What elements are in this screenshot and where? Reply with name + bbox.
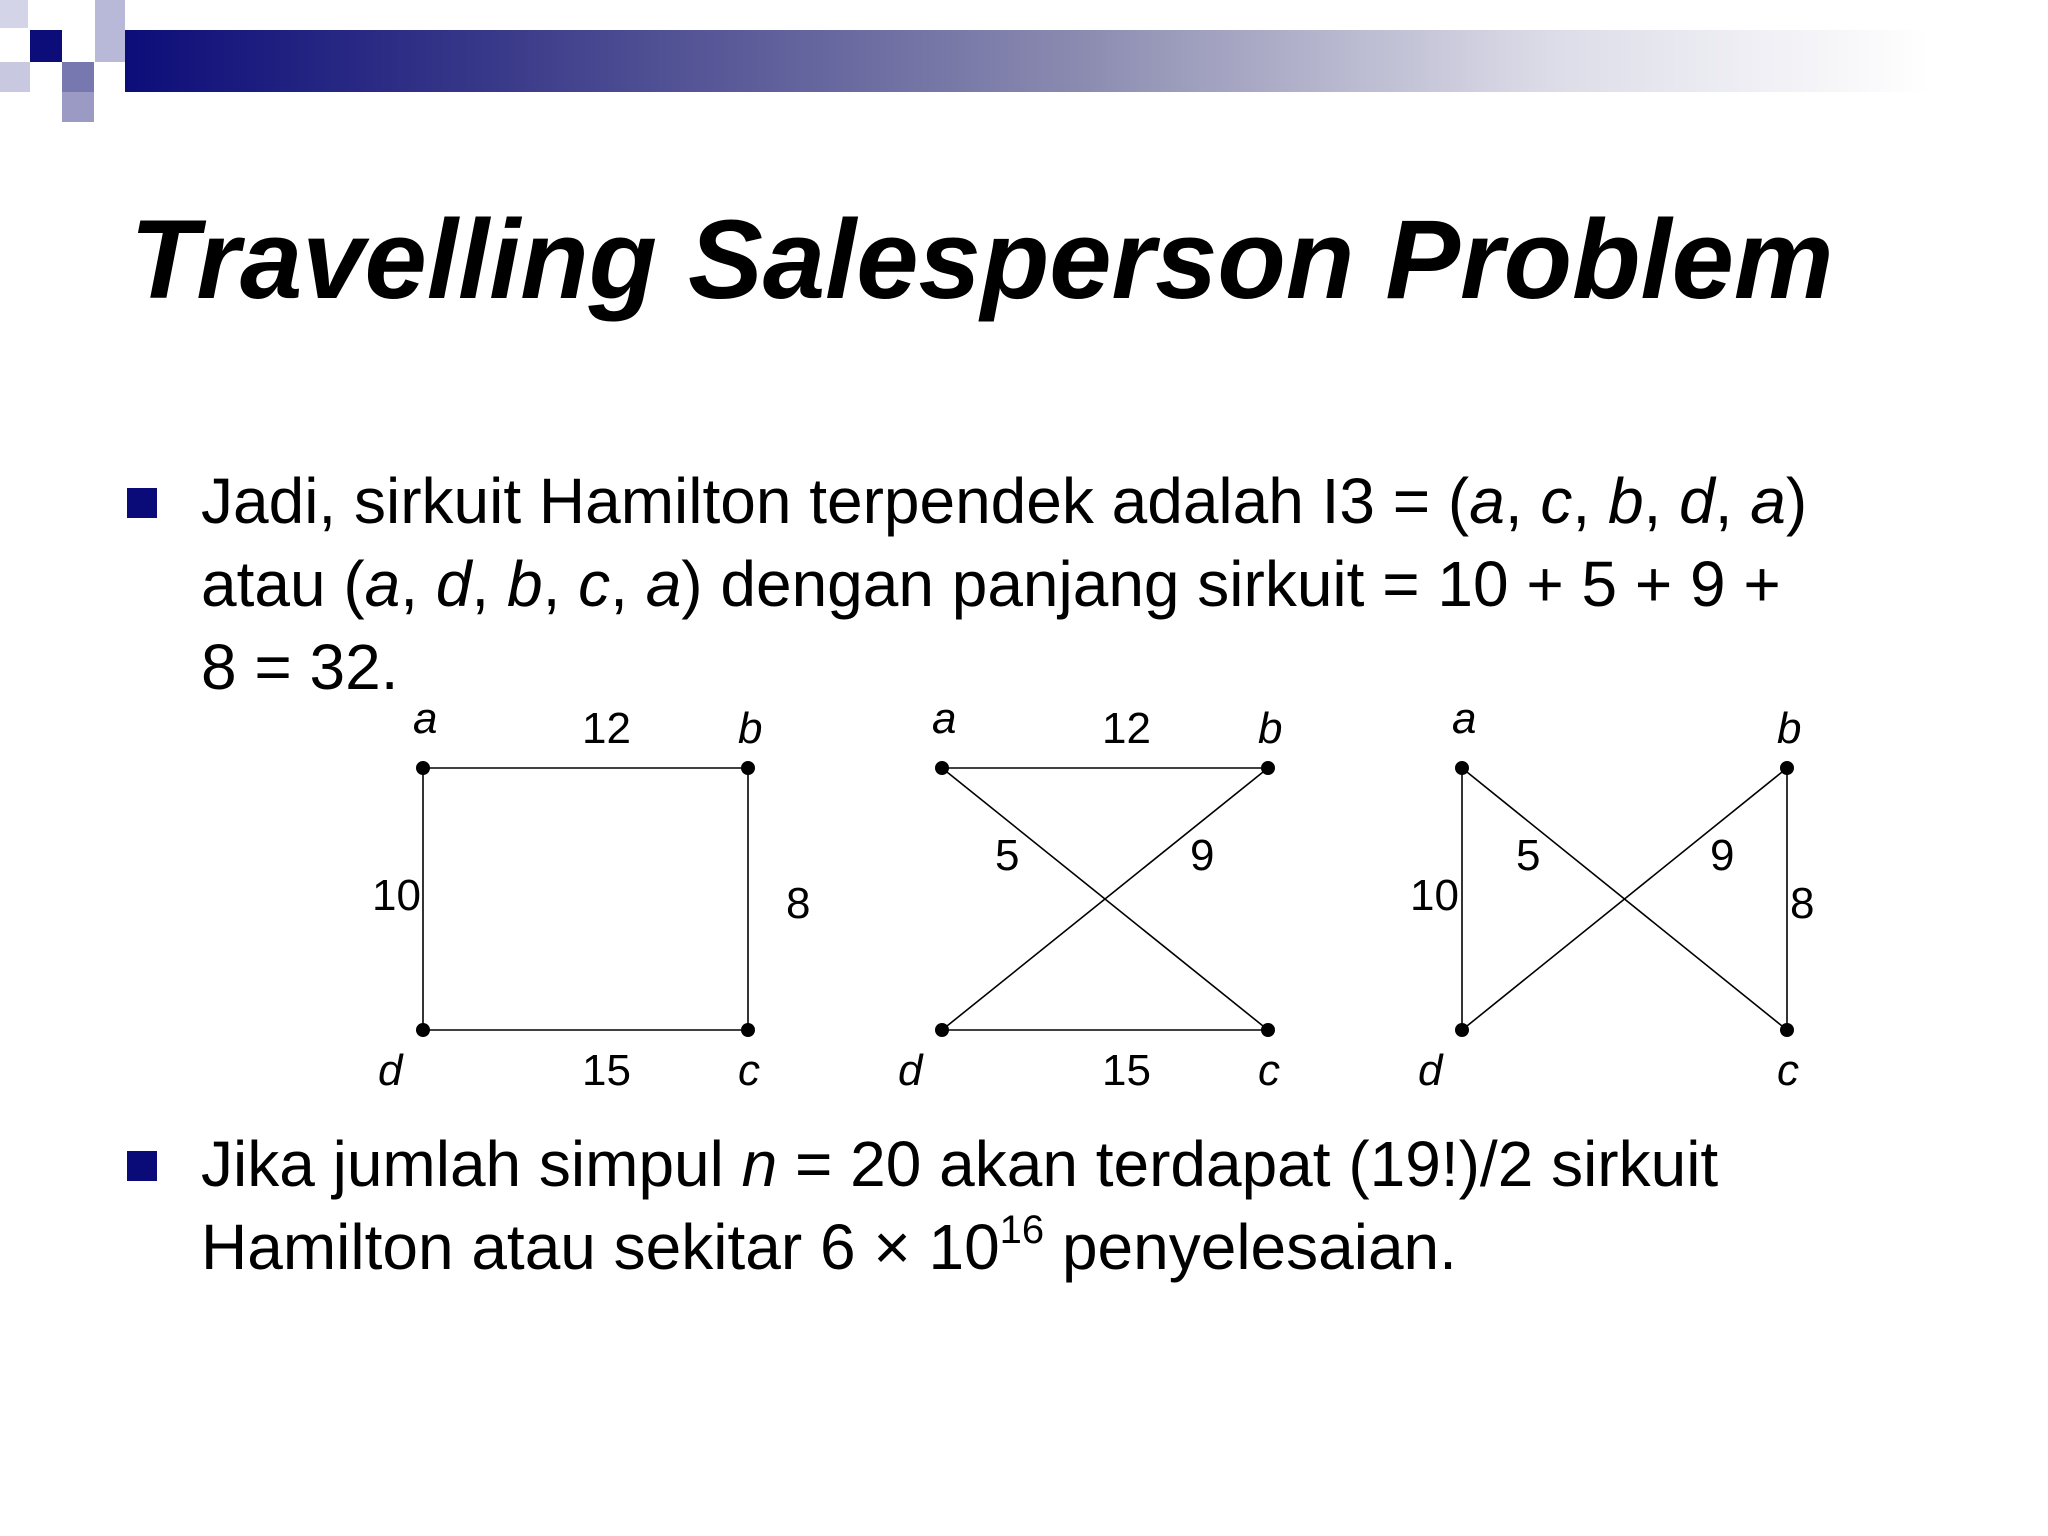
graph-2-vertex-b [1261,761,1275,775]
graph-3 [1410,694,1814,1095]
graph-1-weight-dc: 15 [582,1046,631,1095]
graph-3-weight-bc: 8 [1790,879,1815,928]
graph-3-vertex-b [1780,761,1794,775]
graph-2-weight-ab: 12 [1102,704,1151,753]
graph-2-label-c: c [1258,1046,1280,1095]
graph-1-label-c: c [738,1046,760,1095]
graph-3-label-d: d [1418,1046,1443,1095]
graph-2-weight-dc: 15 [1102,1046,1151,1095]
graph-1-vertex-a [416,761,430,775]
bullet-2-text [201,1123,1981,1289]
graph-1-vertex-c [741,1023,755,1037]
bullet-2-line1: Jika jumlah simpul n = 20 akan terdapat (19!)/2 sirkuit [201,1128,1719,1200]
graph-1-vertex-b [741,761,755,775]
graph-1 [372,694,810,1095]
graph-3-label-c: c [1777,1046,1799,1095]
bullet-2-line2: Hamilton atau sekitar $6 \times 10^{16}$ penyelesaian. [201,1208,1457,1283]
graph-1-vertex-d [416,1023,430,1037]
graph-2-weight-ac: 5 [995,831,1020,880]
graph-2-vertex-c [1261,1023,1275,1037]
slide-title: Travelling Salesperson Problem [130,197,1834,322]
graph-1-label-a: a [413,694,438,743]
graph-1-label-b: b [738,704,763,753]
graph-3-vertex-c [1780,1023,1794,1037]
bullet-square-2 [127,1151,157,1181]
bullet-1-line1: Jadi, sirkuit Hamilton terpendek adalah I3 = (a, c, b, d, a) [201,465,1808,537]
graph-2-vertex-d [935,1023,949,1037]
graph-3-vertex-d [1455,1023,1469,1037]
graph-2-label-a: a [932,694,957,743]
graph-3-weight-ad: 10 [1410,871,1459,920]
graph-3-vertex-a [1455,761,1469,775]
bullet-1-line3: 8 = 32. [201,631,399,703]
bullet-1-line2: atau (a, d, b, c, a) dengan panjang sirkuit = 10 + 5 + 9 + [201,548,1781,620]
graph-3-weight-bd: 9 [1710,831,1735,880]
graph-2-weight-bd: 9 [1190,831,1215,880]
graph-2-label-b: b [1258,704,1283,753]
graph-2-vertex-a [935,761,949,775]
graph-2 [898,694,1282,1095]
graph-3-label-a: a [1452,694,1477,743]
graph-1-label-d: d [378,1046,403,1095]
graph-3-label-b: b [1777,704,1802,753]
graph-1-weight-bc: 8 [786,879,811,928]
graph-1-weight-ad: 10 [372,871,421,920]
graph-3-weight-ac: 5 [1516,831,1541,880]
graph-2-label-d: d [898,1046,923,1095]
graph-1-weight-ab: 12 [582,704,631,753]
